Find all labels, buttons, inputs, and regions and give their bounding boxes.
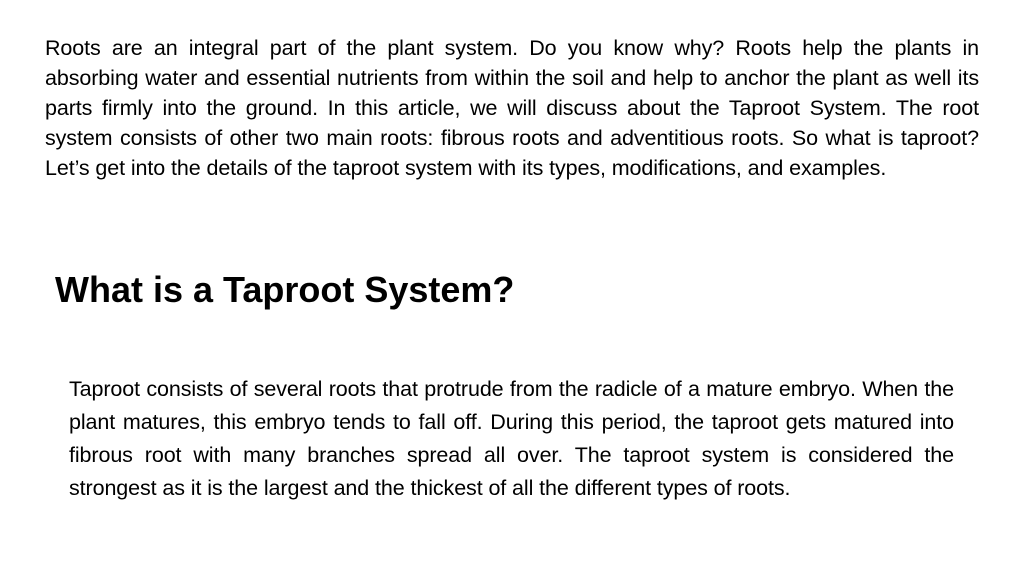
- intro-paragraph: Roots are an integral part of the plant system. Do you know why? Roots help the plants in absorbing water and essential nutrients from within the soil and help to anchor the plant as well its parts firmly into the ground. In this article, we will discuss about the Taproot System. The root system consists of other two main roots: fibrous roots and adventitious roots. So what is taproot? Let’s get into the details of the taproot system with its types, modifications, and examples.: [45, 36, 979, 180]
- section-body-paragraph: Taproot consists of several roots that protrude from the radicle of a mature embryo. When the plant matures, this embryo tends to fall off. During this period, the taproot gets matured into fibrous root with many branches spread all over. The taproot system is considered the strongest as it is the largest and the thickest of all the different types of roots.: [69, 377, 954, 500]
- section-heading: What is a Taproot System?: [55, 269, 515, 310]
